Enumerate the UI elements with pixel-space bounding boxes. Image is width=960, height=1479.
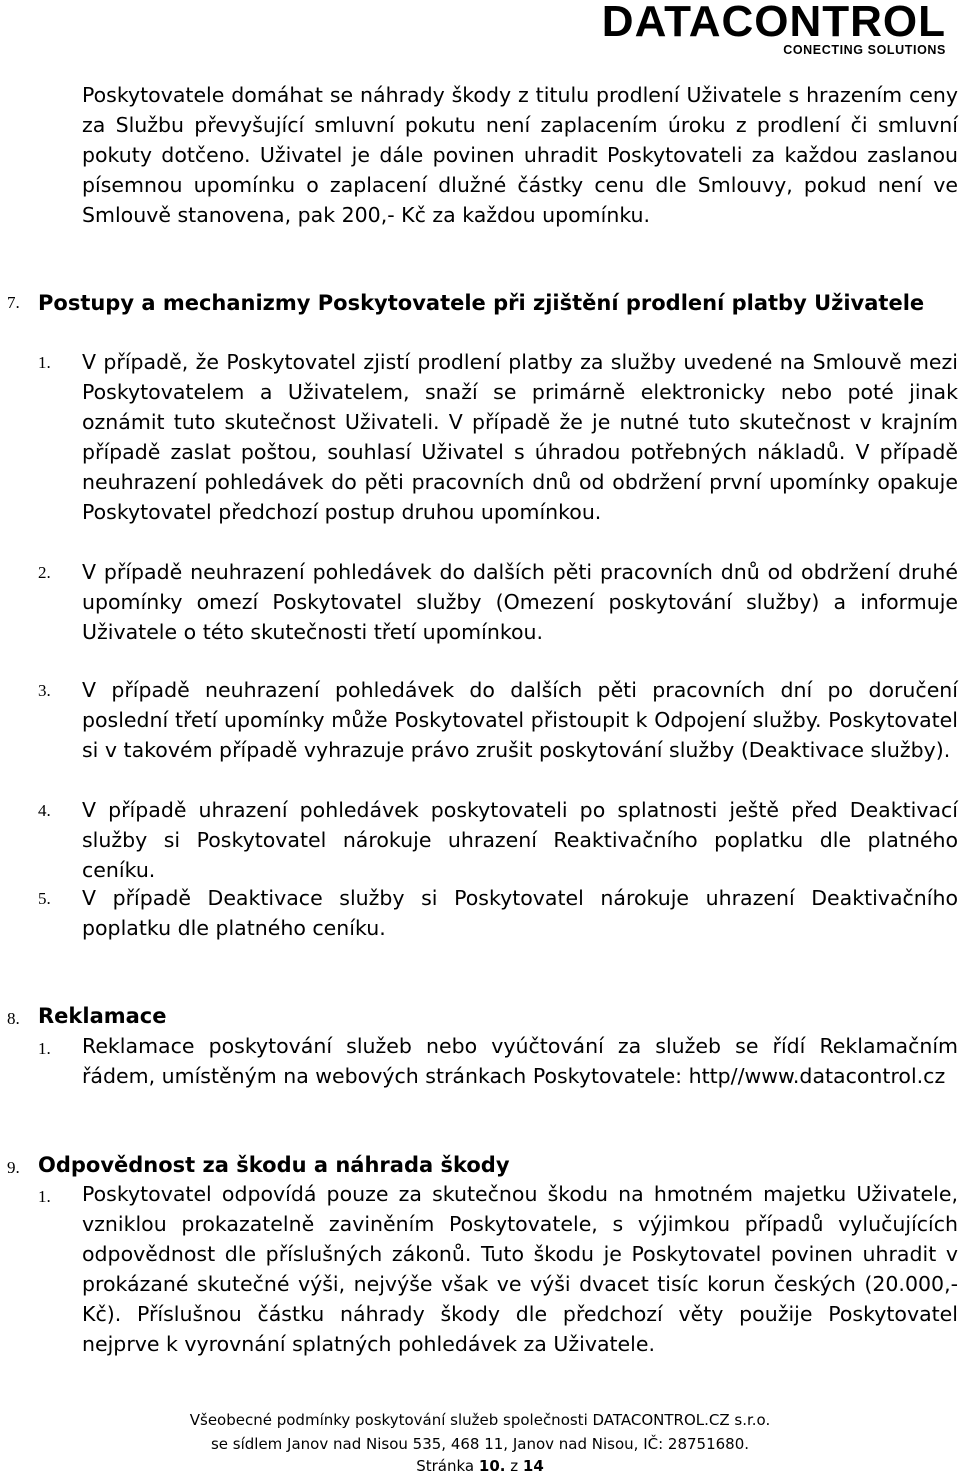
list-item-text: V případě neuhrazení pohledávek do dalších pěti pracovních dnů od obdržení druhé upomínky omezí Poskytovatel služby (Omezení poskytování služby) a informuje Uživatele o této skutečnosti třetí upomínkou. [82,560,958,644]
page-label: Stránka [416,1457,475,1475]
item-number: 1. [38,1187,51,1206]
logo-wordmark: DATACONTROL [601,0,946,46]
item-number: 3. [38,681,51,700]
list-item-text: Poskytovatel odpovídá pouze za skutečnou škodu na hmotném majetku Uživatele, vzniklou prokazatelně zaviněním Poskytovatele, s výjimkou případů vylučujících odpovědnost dle příslušných zákonů. Tuto škodu je Poskytovatel povinen uhradit v prokázané skutečné výši, nejvýše však ve výši dvacet tisíc korun českých (20.000,- Kč). Příslušnou částku náhrady škody dle předchozí věty použije Poskytovatel nejprve k vyrovnání splatných pohledávek za Uživatele. [82,1182,958,1356]
intro-paragraph: Poskytovatele domáhat se náhrady škody z titulu prodlení Uživatele s hrazením ceny za Službu převyšující smluvní pokutu není zaplacením úroku z prodlení či smluvní pokuty dotčeno. Uživatel je dále povinen uhradit Poskytovateli za každou zaslanou písemnou upomínku o zaplacení dlužné částky cenu dle Smlouvy, pokud není ve Smlouvě stanovena, pak 200,- Kč za každou upomínku. [82,83,958,227]
page-counter [0,1454,960,1479]
list-item-text: Reklamace poskytování služeb nebo vyúčtování za služeb se řídí Reklamačním řádem, umístěným na webových stránkach Poskytovatele: http//www.datacontrol.cz [82,1034,958,1088]
item-number: 5. [38,889,51,908]
list-item-text: V případě uhrazení pohledávek poskytovateli po splatnosti ještě před Deaktivací služby si Poskytovatel nárokuje uhrazení Reaktivačního poplatku dle platného ceníku. [82,798,958,882]
item-number: 1. [38,1039,51,1058]
item-number: 2. [38,563,51,582]
section-title: Postupy a mechanizmy Poskytovatele při zjištění prodlení platby Uživatele [38,291,925,315]
section-number: 7. [7,293,20,312]
section-number: 8. [7,1009,20,1028]
page-current: 10. [478,1457,506,1475]
footer-address-line: se sídlem Janov nad Nisou 535, 468 11, Janov nad Nisou, IČ: 28751680. [210,1435,750,1453]
footer-company-line: Všeobecné podmínky poskytování služeb společnosti DATACONTROL.CZ s.r.o. [189,1411,771,1429]
item-number: 1. [38,353,51,372]
logo-tagline: CONECTING SOLUTIONS [783,43,946,57]
list-item-text: V případě, že Poskytovatel zjistí prodlení platby za služby uvedené na Smlouvě mezi Poskytovatelem a Uživatelem, snaží se primárně elektronicky nebo poté jinak oznámit tuto skutečnost Uživateli. V případě že je nutné tuto skutečnost v krajním případě zaslat poštou, souhlasí Uživatel s úhradou potřebných nákladů. V případě neuhrazení pohledávek do pěti pracovních dnů od obdržení první upomínky opakuje Poskytovatel předchozí postup druhou upomínkou. [82,350,958,524]
item-number: 4. [38,801,51,820]
section-title: Odpovědnost za škodu a náhrada škody [38,1153,510,1177]
page-separator: z [510,1457,519,1475]
section-title: Reklamace [38,1004,167,1028]
list-item-text: V případě neuhrazení pohledávek do dalších pěti pracovních dní po doručení poslední třetí upomínky může Poskytovatel přistoupit k Odpojení služby. Poskytovatel si v takovém případě vyhrazuje právo zrušit poskytování služby (Deaktivace služby). [82,678,958,762]
list-item-text: V případě Deaktivace služby si Poskytovatel nárokuje uhrazení Deaktivačního poplatku dle platného ceníku. [82,886,958,940]
section-number: 9. [7,1158,20,1177]
company-logo [602,0,946,57]
page-total: 14 [522,1457,544,1475]
